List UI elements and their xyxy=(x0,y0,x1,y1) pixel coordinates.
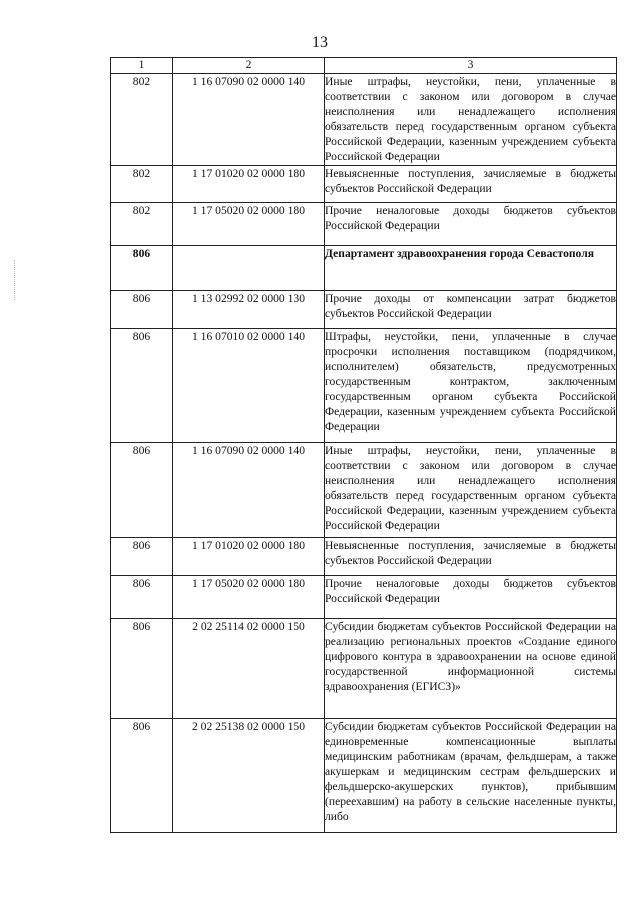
table-row xyxy=(111,291,617,329)
revenue-codes-table xyxy=(110,57,617,833)
revenue-description-cell: Субсидии бюджетам субъектов Российской Федерации на реализацию региональных проектов «Создание единого цифрового контура в здравоохранении на основе единой государственной информационной системы здравоохранения (ЕГИСЗ)» xyxy=(325,619,617,719)
scan-edge-mark xyxy=(14,260,18,300)
admin-code-cell: 806 xyxy=(111,719,173,833)
admin-code-cell: 806 xyxy=(111,619,173,719)
department-name-cell: Департамент здравоохранения города Севастополя xyxy=(325,246,617,291)
column-header-3: 3 xyxy=(325,58,617,74)
revenue-description-cell: Субсидии бюджетам субъектов Российской Федерации на единовременные компенсационные выплаты медицинским работникам (врачам, фельдшерам, а также акушеркам и медицинским сестрам фельдшерских и фельдшерско-акушерских пунктов), прибывшим (переехавшим) на работу в сельские населенные пункты, либо xyxy=(325,719,617,833)
column-header-2: 2 xyxy=(173,58,325,74)
department-header-row xyxy=(111,246,617,291)
admin-code-cell: 802 xyxy=(111,166,173,203)
kbk-code-cell: 1 17 01020 02 0000 180 xyxy=(173,538,325,576)
revenue-description-cell: Штрафы, неустойки, пени, уплаченные в случае просрочки исполнения поставщиком (подрядчиком, исполнителем) обязательств, предусмотренных государственным контрактом, заключенным государственным органом субъекта Российской Федерации, казенным учреждением субъекта Российской Федерации xyxy=(325,329,617,443)
column-number-row xyxy=(111,58,617,74)
column-header-1: 1 xyxy=(111,58,173,74)
revenue-description-cell: Прочие неналоговые доходы бюджетов субъектов Российской Федерации xyxy=(325,576,617,619)
revenue-description-cell: Иные штрафы, неустойки, пени, уплаченные в соответствии с законом или договором в случае неисполнения или ненадлежащего исполнения обязательств перед государственным органом субъекта Российской Федерации, казенным учреждением субъекта Российской Федерации xyxy=(325,74,617,166)
table-row xyxy=(111,538,617,576)
kbk-code-cell xyxy=(173,246,325,291)
table-row xyxy=(111,619,617,719)
kbk-code-cell: 1 13 02992 02 0000 130 xyxy=(173,291,325,329)
table-row xyxy=(111,443,617,538)
kbk-code-cell: 1 16 07010 02 0000 140 xyxy=(173,329,325,443)
page-number: 13 xyxy=(312,34,328,51)
admin-code-cell: 806 xyxy=(111,246,173,291)
admin-code-cell: 806 xyxy=(111,291,173,329)
admin-code-cell: 802 xyxy=(111,203,173,246)
table-row xyxy=(111,74,617,166)
kbk-code-cell: 2 02 25138 02 0000 150 xyxy=(173,719,325,833)
revenue-description-cell: Невыясненные поступления, зачисляемые в бюджеты субъектов Российской Федерации xyxy=(325,538,617,576)
kbk-code-cell: 1 17 05020 02 0000 180 xyxy=(173,576,325,619)
admin-code-cell: 806 xyxy=(111,329,173,443)
admin-code-cell: 806 xyxy=(111,538,173,576)
table-row xyxy=(111,329,617,443)
kbk-code-cell: 1 16 07090 02 0000 140 xyxy=(173,443,325,538)
table-row xyxy=(111,576,617,619)
kbk-code-cell: 1 16 07090 02 0000 140 xyxy=(173,74,325,166)
revenue-description-cell: Прочие неналоговые доходы бюджетов субъектов Российской Федерации xyxy=(325,203,617,246)
admin-code-cell: 806 xyxy=(111,576,173,619)
table-row xyxy=(111,719,617,833)
admin-code-cell: 802 xyxy=(111,74,173,166)
admin-code-cell: 806 xyxy=(111,443,173,538)
kbk-code-cell: 1 17 01020 02 0000 180 xyxy=(173,166,325,203)
revenue-description-cell: Иные штрафы, неустойки, пени, уплаченные в соответствии с законом или договором в случае неисполнения или ненадлежащего исполнения обязательств перед государственным органом субъекта Российской Федерации, казенным учреждением субъекта Российской Федерации xyxy=(325,443,617,538)
kbk-code-cell: 2 02 25114 02 0000 150 xyxy=(173,619,325,719)
table-row xyxy=(111,203,617,246)
revenue-description-cell: Невыясненные поступления, зачисляемые в бюджеты субъектов Российской Федерации xyxy=(325,166,617,203)
revenue-description-cell: Прочие доходы от компенсации затрат бюджетов субъектов Российской Федерации xyxy=(325,291,617,329)
kbk-code-cell: 1 17 05020 02 0000 180 xyxy=(173,203,325,246)
table-row xyxy=(111,166,617,203)
